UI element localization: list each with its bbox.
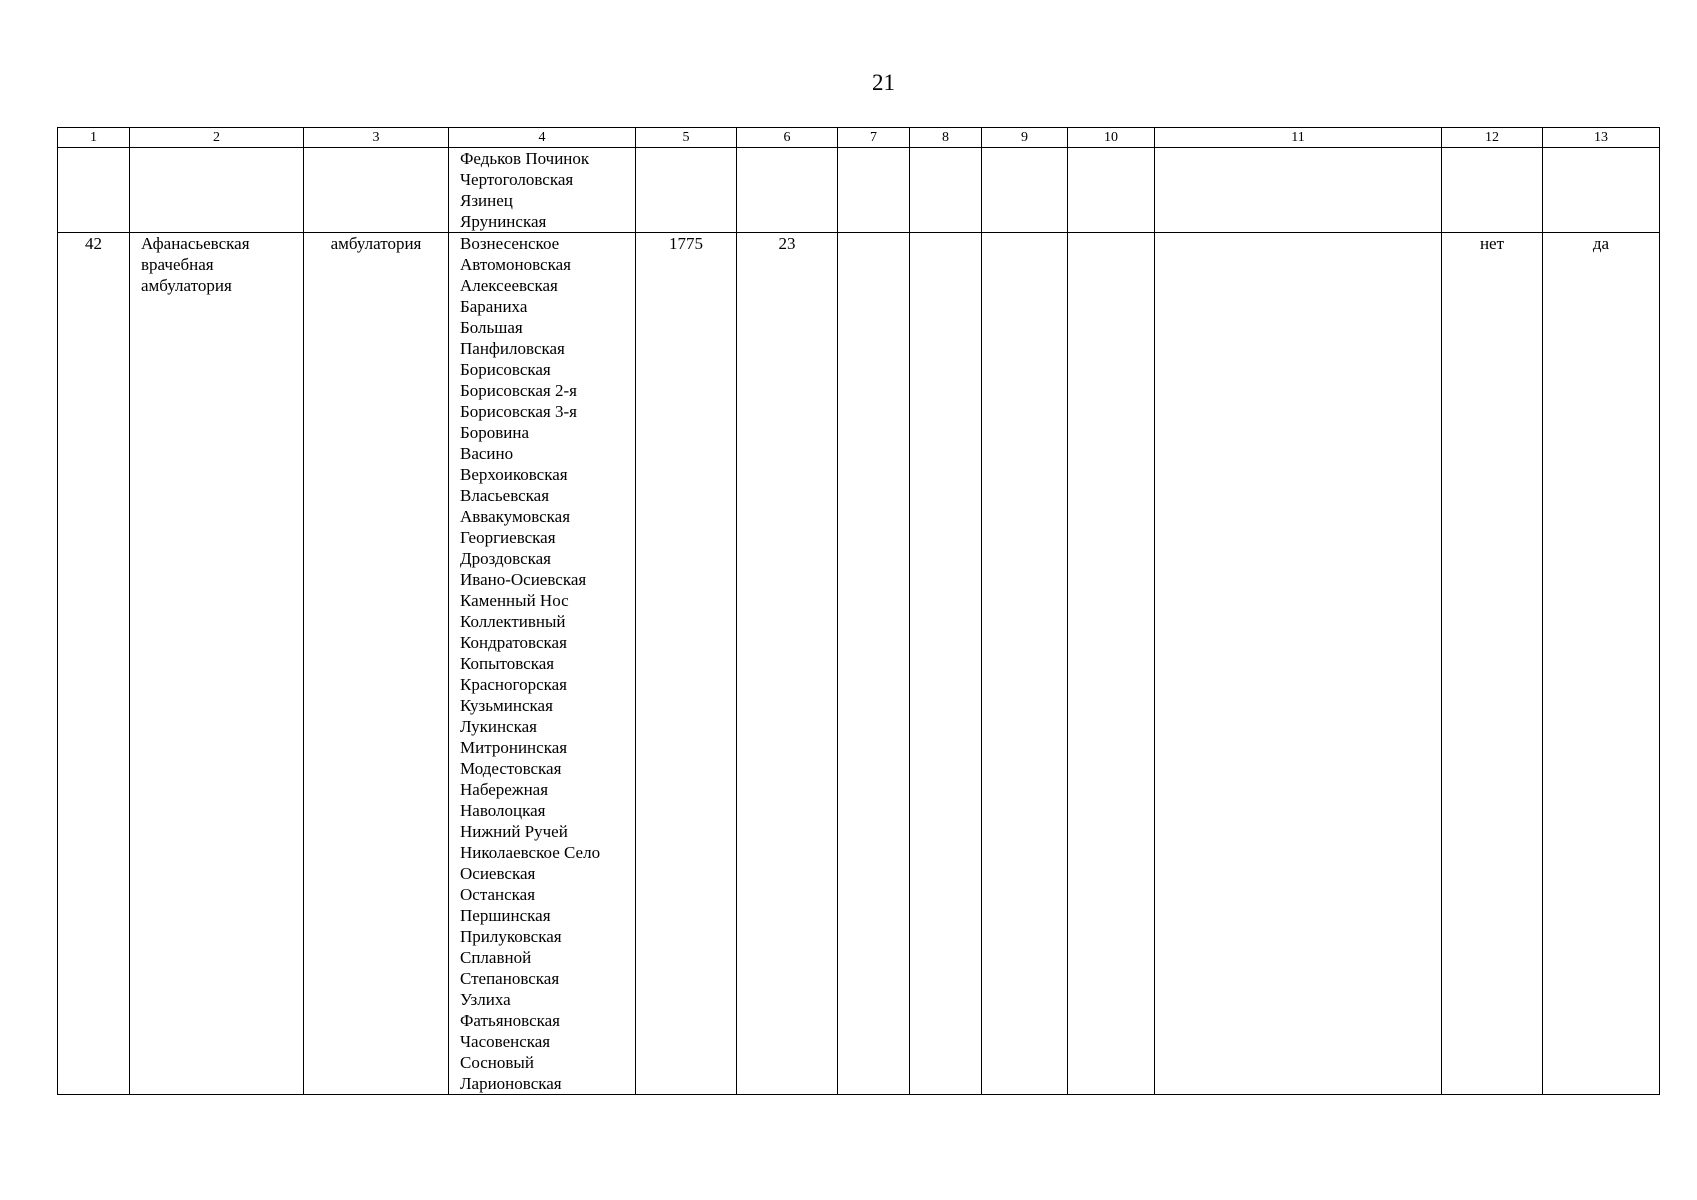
locality-item: Останская <box>460 885 536 904</box>
column-header: 7 <box>838 128 910 148</box>
locality-item: Панфиловская <box>460 339 565 358</box>
locality-item: Осиевская <box>460 864 536 883</box>
locality-item: Сосновый <box>460 1053 534 1072</box>
locality-item: Боровина <box>460 423 530 442</box>
localities-cell <box>449 233 636 1095</box>
locality-item: Митронинская <box>460 738 568 757</box>
column-header: 9 <box>982 128 1068 148</box>
locality-item: Першинская <box>460 906 551 925</box>
locality-item: Лукинская <box>460 717 537 736</box>
data-table <box>57 127 1660 1095</box>
locality-item: Автомоновская <box>460 255 571 274</box>
locality-item: Фатьяновская <box>460 1011 560 1030</box>
locality-list <box>449 233 635 1094</box>
locality-item: Модестовская <box>460 759 562 778</box>
column-header: 12 <box>1442 128 1543 148</box>
localities-cell <box>449 148 636 233</box>
locality-item: Язинец <box>460 191 513 210</box>
locality-item: Георгиевская <box>460 528 556 547</box>
facility-name <box>130 233 303 296</box>
locality-item: Прилуковская <box>460 927 562 946</box>
column-header: 4 <box>449 128 636 148</box>
locality-item: Большая <box>460 318 523 337</box>
locality-item: Дроздовская <box>460 549 551 568</box>
locality-item: Верхоиковская <box>460 465 568 484</box>
locality-item: Коллективный <box>460 612 566 631</box>
locality-item: Аввакумовская <box>460 507 571 526</box>
locality-item: Ивано-Осиевская <box>460 570 587 589</box>
col5-value: 1775 <box>636 233 737 1095</box>
locality-item: Ларионовская <box>460 1074 562 1093</box>
locality-item: Нижний Ручей <box>460 822 568 841</box>
column-header: 1 <box>58 128 130 148</box>
locality-item: Борисовская 3-я <box>460 402 577 421</box>
column-header: 8 <box>910 128 982 148</box>
table-row-42 <box>58 233 1660 1095</box>
locality-item: Алексеевская <box>460 276 558 295</box>
col6-value: 23 <box>737 233 838 1095</box>
column-header: 5 <box>636 128 737 148</box>
locality-item: Каменный Нос <box>460 591 569 610</box>
column-header: 2 <box>130 128 304 148</box>
column-header: 3 <box>304 128 449 148</box>
locality-item: Чертоголовская <box>460 170 574 189</box>
locality-item: Красногорская <box>460 675 567 694</box>
column-header: 13 <box>1543 128 1660 148</box>
locality-item: Узлиха <box>460 990 511 1009</box>
facility-name-line: амбулатория <box>141 276 232 295</box>
locality-item: Федьков Починок <box>460 149 590 168</box>
locality-item: Часовенская <box>460 1032 551 1051</box>
facility-name-line: врачебная <box>141 255 214 274</box>
locality-item: Бараниха <box>460 297 528 316</box>
row-number: 42 <box>58 233 130 1095</box>
locality-list <box>449 148 635 232</box>
column-header: 6 <box>737 128 838 148</box>
column-header-row <box>58 128 1660 148</box>
locality-item: Кондратовская <box>460 633 567 652</box>
page-number: 21 <box>872 70 895 95</box>
locality-item: Вознесенское <box>460 234 560 253</box>
col13-value: да <box>1543 233 1660 1095</box>
locality-item: Кузьминская <box>460 696 553 715</box>
locality-item: Николаевское Село <box>460 843 601 862</box>
locality-item: Борисовская <box>460 360 551 379</box>
locality-item: Наволоцкая <box>460 801 546 820</box>
column-header: 11 <box>1155 128 1442 148</box>
locality-item: Ярунинская <box>460 212 547 231</box>
facility-type: амбулатория <box>304 233 449 1095</box>
facility-name-line: Афанасьевская <box>141 234 250 253</box>
locality-item: Копытовская <box>460 654 555 673</box>
locality-item: Сплавной <box>460 948 532 967</box>
col12-value: нет <box>1442 233 1543 1095</box>
locality-item: Васино <box>460 444 514 463</box>
column-header: 10 <box>1068 128 1155 148</box>
locality-item: Набережная <box>460 780 549 799</box>
facility-name-cell <box>130 233 304 1095</box>
locality-item: Степановская <box>460 969 560 988</box>
table-row-continuation <box>58 148 1660 233</box>
locality-item: Власьевская <box>460 486 550 505</box>
locality-item: Борисовская 2-я <box>460 381 577 400</box>
